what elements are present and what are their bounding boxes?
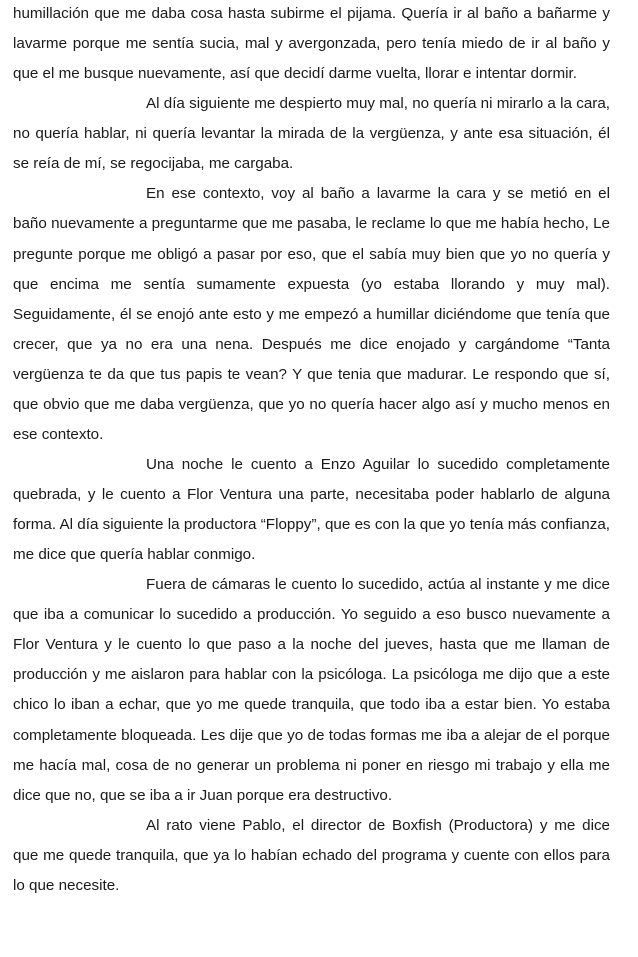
paragraph-2: Al día siguiente me despierto muy mal, no quería ni mirarlo a la cara, no quería hablar, ni quería levantar la mirada de la vergüenza, y ante esa situación, él se reía de mí, se regocijaba, me cargaba. xyxy=(13,95,610,173)
paragraph-5: Fuera de cámaras le cuento lo sucedido, actúa al instante y me dice que iba a comunicar lo sucedido a producción. Yo seguido a eso busco nuevamente a Flor Ventura y le cuento lo que paso a la noche del jueves, hasta que me llaman de producción y me aislaron para hablar con la psicóloga. La psicóloga me dijo que a este chico lo iban a echar, que yo me quede tranquila, que todo iba a estar bien. Yo estaba completamente bloqueada. Les dije que yo de todas formas me iba a alejar de el porque me hacía mal, cosa de no generar un problema ni poner en riesgo mi trabajo y ella me dice que no, que se iba a ir Juan porque era destructivo. xyxy=(13,576,610,804)
paragraph-1: humillación que me daba cosa hasta subirme el pijama. Quería ir al baño a bañarme y lavarme porque me sentía sucia, mal y avergonzada, pero tenía miedo de ir al baño y que el me busque nuevamente, así que decidí darme vuelta, llorar e intentar dormir. xyxy=(13,5,610,83)
paragraph-6: Al rato viene Pablo, el director de Boxfish (Productora) y me dice que me quede tranquila, que ya lo habían echado del programa y cuente con ellos para lo que necesite. xyxy=(13,816,610,894)
document-page xyxy=(13,0,610,901)
paragraph-4: Una noche le cuento a Enzo Aguilar lo sucedido completamente quebrada, y le cuento a Flor Ventura una parte, necesitaba poder hablarlo de alguna forma. Al día siguiente la productora “Floppy”, que es con la que yo tenía más confianza, me dice que quería hablar conmigo. xyxy=(13,455,610,564)
paragraph-3: En ese contexto, voy al baño a lavarme la cara y se metió en el baño nuevamente a preguntarme que me pasaba, le reclame lo que me había hecho, Le pregunte porque me obligó a pasar por eso, que el sabía muy bien que yo no quería y que encima me sentía sumamente expuesta (yo estaba llorando y muy mal). Seguidamente, él se enojó ante esto y me empezó a humillar diciéndome que tenía que crecer, que ya no era una nena. Después me dice enojado y cargándome “Tanta vergüenza te da que tus papis te vean? Y que tenia que madurar. Le respondo que sí, que obvio que me daba vergüenza, que yo no quería hacer algo así y mucho menos en ese contexto. xyxy=(13,185,610,443)
